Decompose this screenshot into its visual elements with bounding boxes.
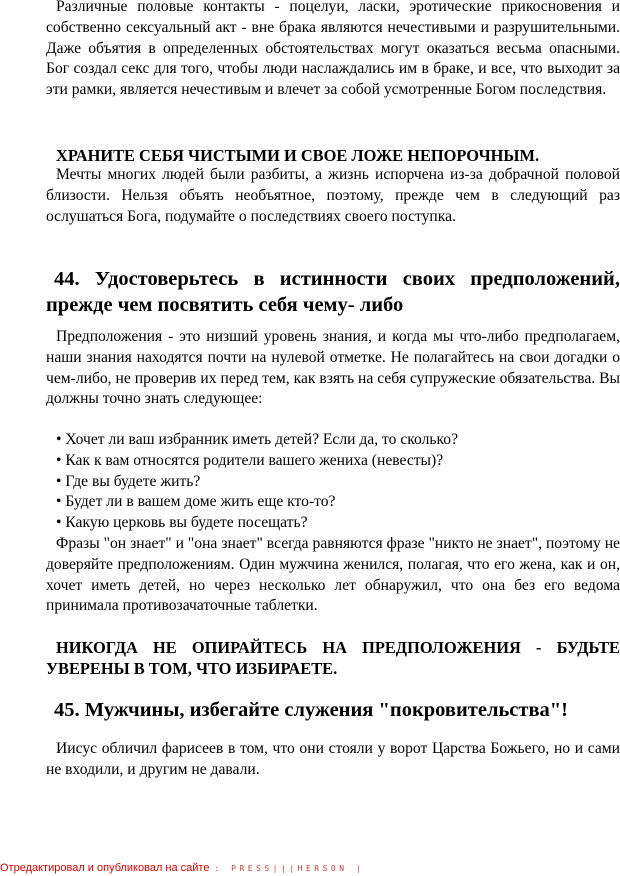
consequences-paragraph: Мечты многих людей были разбиты, а жизнь испорчена из-за добрачной половой близости. Нельзя объять необъятное, поэтому, прежде чем в следующий раз ослушаться Бога, подумайте о последствиях своего поступка. <box>46 166 620 225</box>
list-item: • Будет ли в вашем доме жить еще кто-то? <box>56 493 336 511</box>
list-item: • Хочет ли ваш избранник иметь детей? Если да, то сколько? <box>56 431 459 448</box>
warning-keep-pure: ХРАНИТЕ СЕБЯ ЧИСТЫМИ И СВОЕ ЛОЖЕ НЕПОРОЧНЫМ. <box>56 146 540 165</box>
section-44-heading: 44. Удостоверьтесь в истинности своих предположений, прежде чем посвятить себя чему- либо <box>46 268 620 316</box>
intro-paragraph: Различные половые контакты - поцелуи, ласки, эротические прикосновения и собственно сексуальный акт - вне брака являются нечестивыми и разрушительными. Даже объятия в определенных обстоятельствах могут оказаться весьма опасными. Бог создал секс для того, чтобы люди наслаждались им в браке, и все, что выходит за эти рамки, является нечестивым и влечет за собой усмотренные Богом последствия. <box>46 0 620 99</box>
publisher-footer <box>0 861 364 876</box>
section-45-body: Иисус обличил фарисеев в том, что они стояли у ворот Царства Божьего, но и сами не входили, и другим не давали. <box>46 740 620 778</box>
section-45-heading: 45. Мужчины, избегайте служения "покровительства"! <box>54 699 568 721</box>
section-44-example: Фразы "он знает" и "она знает" всегда равняются фразе "никто не знает", поэтому не доверяйте предположениям. Один мужчина женился, полагая, что его жена, как и он, хочет иметь детей, но через несколько лет обнаружил, что она без его ведома принимала противозачаточные таблетки. <box>46 535 620 615</box>
list-item: • Как к вам относятся родители вашего жениха (невесты)? <box>56 451 444 469</box>
questions-list <box>46 430 620 534</box>
warning-no-assumptions: НИКОГДА НЕ ОПИРАЙТЕСЬ НА ПРЕДПОЛОЖЕНИЯ - БУДЬТЕ УВЕРЕНЫ В ТОМ, ЧТО ИЗБИРАЕТЕ. <box>46 638 620 678</box>
footer-text: Отредактировал и опубликовал на сайте <box>0 862 210 874</box>
list-item: • Какую церковь вы будете посещать? <box>56 514 308 532</box>
footer-site-link[interactable]: : PRESS|||HERSON | <box>214 864 365 873</box>
section-44-intro: Предположения - это низший уровень знания, и когда мы что-либо предполагаем, наши знания находятся почти на нулевой отметке. Не полагайтесь на свои догадки о чем-либо, не проверив их перед тем, как взять на себя супружеские обязательства. Вы должны точно знать следующее: <box>46 328 620 408</box>
list-item: • Где вы будете жить? <box>56 472 201 490</box>
